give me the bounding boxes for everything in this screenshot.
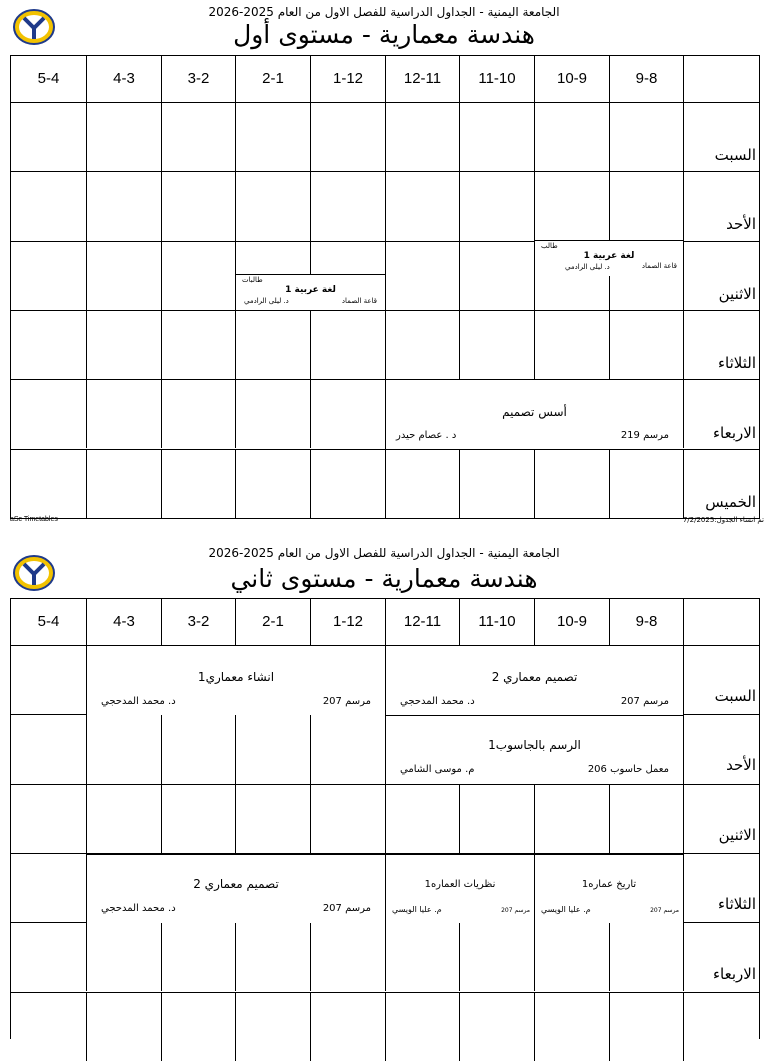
lesson-subject: انشاء معماري1 [197, 670, 275, 684]
slot-cell [86, 102, 161, 171]
corner-header [683, 56, 759, 102]
slot-cell [235, 714, 310, 783]
slot-cell [310, 102, 385, 171]
university-line: الجامعة اليمنية - الجداول الدراسية للفصل الاول من العام 2025-2026 [208, 546, 560, 560]
slot-cell [11, 310, 86, 379]
timetable-level-1 [0, 0, 768, 528]
slot-cell [459, 992, 534, 1061]
slot-cell [86, 922, 161, 991]
period-header: 3-2 [161, 599, 235, 645]
lesson-teacher: م. عليا الويسي [541, 905, 591, 914]
day-label: السبت [714, 146, 756, 164]
lesson-block[interactable] [534, 240, 683, 276]
slot-cell [11, 449, 86, 518]
period-header: 3-2 [161, 56, 235, 102]
lesson-room: معمل حاسوب 206 [587, 764, 669, 775]
slot-cell [385, 310, 459, 379]
day-label: الاربعاء [712, 424, 756, 442]
slot-cell [609, 102, 683, 171]
slot-cell [534, 102, 609, 171]
slot-cell [459, 922, 534, 991]
slot-cell [161, 714, 235, 783]
day-label: الأحد [726, 215, 756, 233]
slot-cell [11, 992, 86, 1061]
lesson-teacher: م. موسى الشامي [400, 764, 475, 775]
slot-cell [161, 379, 235, 448]
slot-cell [86, 241, 161, 310]
schedule-grid [10, 55, 760, 519]
slot-cell [385, 102, 459, 171]
university-line: الجامعة اليمنية - الجداول الدراسية للفصل الاول من العام 2025-2026 [208, 5, 560, 19]
day-label: الثلاثاء [717, 354, 756, 372]
lesson-group: طالب [541, 242, 558, 250]
slot-cell [86, 992, 161, 1061]
lesson-subject: تاريخ عماره1 [581, 879, 637, 890]
lesson-teacher: د. محمد المدحجي [101, 903, 176, 914]
period-header: 4-3 [86, 599, 161, 645]
slot-cell [11, 645, 86, 714]
day-label: الأحد [726, 756, 756, 774]
page-title: هندسة معمارية - مستوى ثاني [230, 564, 538, 593]
slot-cell [310, 379, 385, 448]
lesson-subject: لغة عربية 1 [583, 251, 635, 261]
slot-cell [310, 310, 385, 379]
slot-cell [161, 784, 235, 853]
slot-cell [310, 922, 385, 991]
lesson-room: مرسم 207 [650, 907, 679, 914]
slot-cell [459, 171, 534, 240]
lesson-teacher: د. محمد المدحجي [101, 696, 176, 707]
slot-cell [310, 449, 385, 518]
slot-cell [459, 102, 534, 171]
period-header: 12-11 [385, 56, 459, 102]
period-header: 10-9 [534, 599, 609, 645]
slot-cell [385, 922, 459, 991]
period-header: 2-1 [235, 56, 310, 102]
slot-cell [609, 992, 683, 1061]
lesson-room: مرسم 207 [620, 696, 669, 707]
slot-cell [534, 992, 609, 1061]
period-header: 9-8 [609, 599, 683, 645]
lesson-room: مرسم 207 [322, 903, 371, 914]
lesson-block[interactable] [86, 854, 385, 923]
slot-cell [11, 714, 86, 783]
lesson-teacher: م. عليا الويسي [392, 905, 442, 914]
slot-cell [534, 922, 609, 991]
lesson-block[interactable] [385, 854, 534, 923]
slot-cell [459, 784, 534, 853]
lesson-subject: تصميم معماري 2 [491, 670, 578, 684]
slot-cell [11, 784, 86, 853]
lesson-teacher: د. ليلى الرادمي [565, 263, 610, 271]
period-header: 5-4 [37, 70, 60, 87]
day-label: السبت [714, 687, 756, 705]
lesson-block[interactable] [534, 854, 683, 923]
slot-cell [534, 310, 609, 379]
slot-cell [609, 784, 683, 853]
slot-cell [385, 171, 459, 240]
slot-cell [310, 992, 385, 1061]
slot-cell [161, 102, 235, 171]
lesson-teacher: د . عصام حيدر [396, 430, 457, 441]
slot-cell [385, 784, 459, 853]
day-label: الثلاثاء [717, 895, 756, 913]
slot-cell [385, 241, 459, 310]
lesson-block[interactable] [235, 274, 385, 310]
slot-cell [161, 992, 235, 1061]
slot-cell [86, 379, 161, 448]
slot-cell [11, 853, 86, 922]
period-header: 1-12 [310, 599, 385, 645]
slot-cell [235, 102, 310, 171]
footer-created-date: تم انشاء الجدول:7/2/2025 [682, 516, 764, 524]
slot-cell [310, 171, 385, 240]
footer-software: aSc Timetables [10, 516, 58, 523]
slot-cell [161, 310, 235, 379]
slot-cell [86, 310, 161, 379]
slot-cell [609, 171, 683, 240]
period-header: 9-8 [609, 56, 683, 102]
lesson-room: مرسم 207 [501, 907, 530, 914]
period-header: 2-1 [235, 599, 310, 645]
day-label: الخميس [705, 493, 756, 511]
lesson-block[interactable] [86, 645, 385, 715]
period-header: 11-10 [459, 56, 534, 102]
slot-cell [161, 241, 235, 310]
lesson-teacher: د. ليلى الرادمي [244, 297, 289, 305]
slot-cell [161, 922, 235, 991]
day-cell [683, 992, 759, 1061]
lesson-room: مرسم 219 [620, 430, 669, 441]
period-header: 5-4 [37, 613, 60, 630]
slot-cell [609, 310, 683, 379]
slot-cell [534, 449, 609, 518]
slot-cell [609, 922, 683, 991]
slot-cell [161, 449, 235, 518]
slot-cell [459, 449, 534, 518]
slot-cell [385, 449, 459, 518]
slot-cell [235, 784, 310, 853]
timetable-level-2 [0, 540, 768, 1024]
period-header: 11-10 [459, 599, 534, 645]
slot-cell [86, 171, 161, 240]
slot-cell [161, 171, 235, 240]
page-title: هندسة معمارية - مستوى أول [233, 20, 535, 49]
lesson-subject: الرسم بالجاسوب1 [488, 738, 581, 752]
slot-cell [534, 171, 609, 240]
slot-cell [11, 922, 86, 991]
lesson-subject: لغة عربية 1 [285, 285, 336, 295]
lesson-room: قاعة الصماد [341, 297, 377, 305]
slot-cell [609, 449, 683, 518]
slot-cell [534, 784, 609, 853]
slot-cell [459, 310, 534, 379]
period-header: 10-9 [534, 56, 609, 102]
slot-cell [235, 171, 310, 240]
day-label: الاثنين [718, 826, 756, 844]
lesson-subject: نظريات العماره1 [424, 879, 496, 890]
slot-cell [235, 922, 310, 991]
lesson-block[interactable] [385, 645, 683, 715]
slot-cell [235, 992, 310, 1061]
slot-cell [459, 241, 534, 310]
lesson-subject: أسس تصميم [502, 405, 567, 419]
slot-cell [235, 449, 310, 518]
day-label: الاربعاء [712, 965, 756, 983]
period-header: 12-11 [385, 599, 459, 645]
period-header: 4-3 [86, 56, 161, 102]
slot-cell [11, 102, 86, 171]
day-label: الاثنين [718, 285, 756, 303]
slot-cell [385, 992, 459, 1061]
lesson-block[interactable] [385, 715, 683, 784]
slot-cell [235, 379, 310, 448]
lesson-room: مرسم 207 [322, 696, 371, 707]
slot-cell [86, 449, 161, 518]
corner-header [683, 599, 759, 645]
slot-cell [11, 171, 86, 240]
slot-cell [235, 310, 310, 379]
schedule-grid [10, 598, 760, 1039]
lesson-block[interactable] [385, 379, 683, 449]
slot-cell [86, 714, 161, 783]
lesson-group: طالبات [242, 276, 263, 284]
lesson-room: قاعة الصماد [641, 262, 677, 270]
slot-cell [11, 241, 86, 310]
lesson-teacher: د. محمد المدحجي [400, 696, 475, 707]
lesson-subject: تصميم معماري 2 [193, 877, 279, 891]
slot-cell [310, 714, 385, 783]
slot-cell [86, 784, 161, 853]
period-header: 1-12 [310, 56, 385, 102]
slot-cell [11, 379, 86, 448]
slot-cell [310, 784, 385, 853]
